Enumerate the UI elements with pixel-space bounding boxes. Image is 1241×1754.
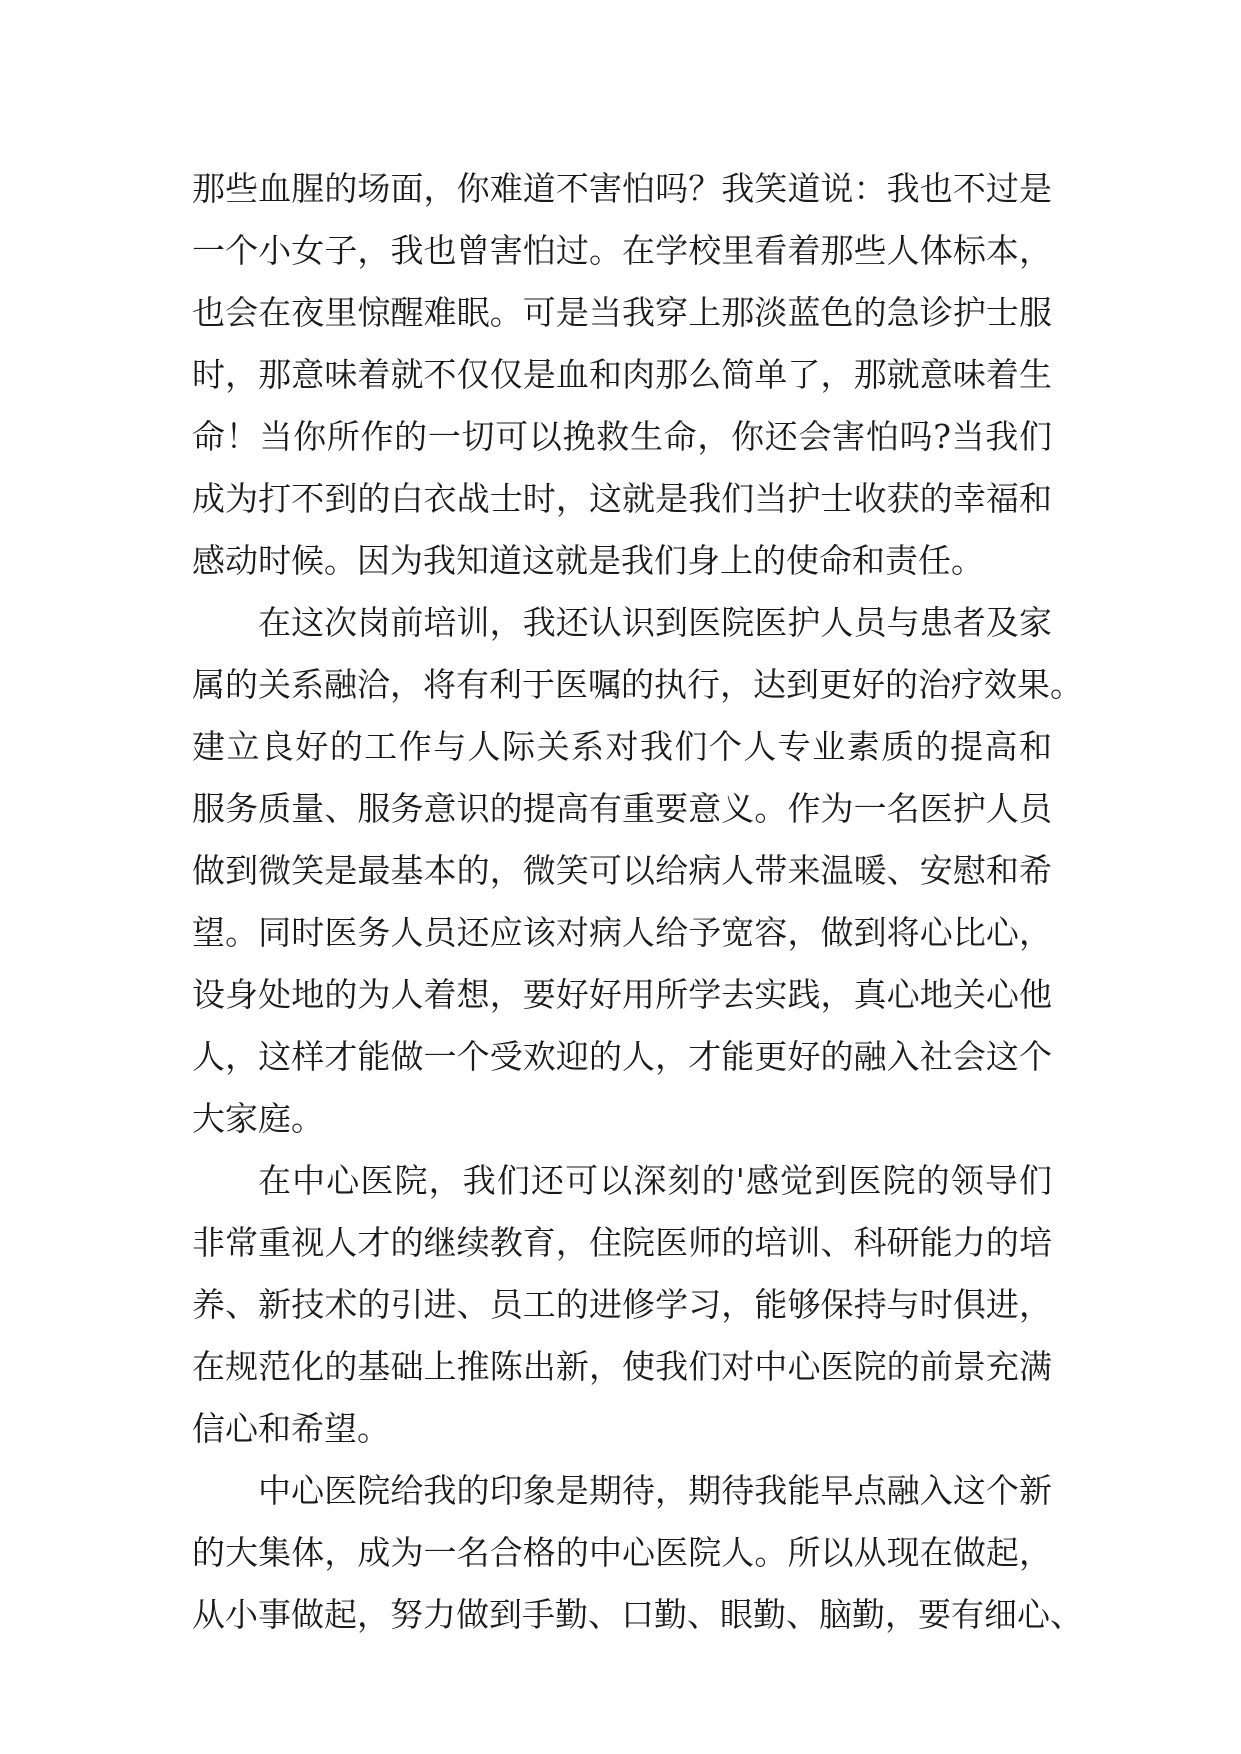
paragraph-2 <box>192 592 1083 1150</box>
text-line: 成为打不到的白衣战士时，这就是我们当护士收获的幸福和 <box>192 479 1052 518</box>
text-line: 在中心医院，我们还可以深刻的'感觉到医院的领导们 <box>258 1161 1052 1200</box>
text-line: 也会在夜里惊醒难眠。可是当我穿上那淡蓝色的急诊护士服 <box>192 293 1052 332</box>
text-line: 中心医院给我的印象是期待，期待我能早点融入这个新 <box>258 1471 1052 1510</box>
text-line: 非常重视人才的继续教育，住院医师的培训、科研能力的培 <box>192 1223 1052 1262</box>
text-line: 感动时候。因为我知道这就是我们身上的使命和责任。 <box>192 541 984 580</box>
text-line: 设身处地的为人着想，要好好用所学去实践，真心地关心他 <box>192 975 1052 1014</box>
text-line: 属的关系融洽，将有利于医嘱的执行，达到更好的治疗效果。 <box>192 665 1083 704</box>
text-line: 养、新技术的引进、员工的进修学习，能够保持与时俱进， <box>192 1285 1052 1324</box>
paragraph-1 <box>192 158 1052 592</box>
text-line: 服务质量、服务意识的提高有重要意义。作为一名医护人员 <box>192 789 1052 828</box>
text-line: 的大集体，成为一名合格的中心医院人。所以从现在做起， <box>192 1533 1052 1572</box>
paragraph-3 <box>192 1150 1052 1460</box>
text-line: 命！当你所作的一切可以挽救生命，你还会害怕吗?当我们 <box>192 417 1052 456</box>
text-line: 在规范化的基础上推陈出新，使我们对中心医院的前景充满 <box>192 1347 1052 1386</box>
text-line: 信心和希望。 <box>192 1409 390 1448</box>
text-line: 在这次岗前培训，我还认识到医院医护人员与患者及家 <box>258 603 1052 642</box>
text-line: 大家庭。 <box>192 1099 324 1138</box>
body-text <box>192 158 1083 1646</box>
text-line: 做到微笑是最基本的，微笑可以给病人带来温暖、安慰和希 <box>192 851 1052 890</box>
text-line: 那些血腥的场面，你难道不害怕吗？我笑道说：我也不过是 <box>192 169 1052 208</box>
text-line: 望。同时医务人员还应该对病人给予宽容，做到将心比心， <box>192 913 1052 952</box>
text-line: 人，这样才能做一个受欢迎的人，才能更好的融入社会这个 <box>192 1037 1052 1076</box>
text-line: 建立良好的工作与人际关系对我们个人专业素质的提高和 <box>192 727 1052 766</box>
text-line: 从小事做起，努力做到手勤、口勤、眼勤、脑勤，要有细心、 <box>192 1595 1083 1634</box>
text-line: 时，那意味着就不仅仅是血和肉那么简单了，那就意味着生 <box>192 355 1052 394</box>
paragraph-4 <box>192 1460 1083 1646</box>
text-line: 一个小女子，我也曾害怕过。在学校里看着那些人体标本， <box>192 231 1052 270</box>
